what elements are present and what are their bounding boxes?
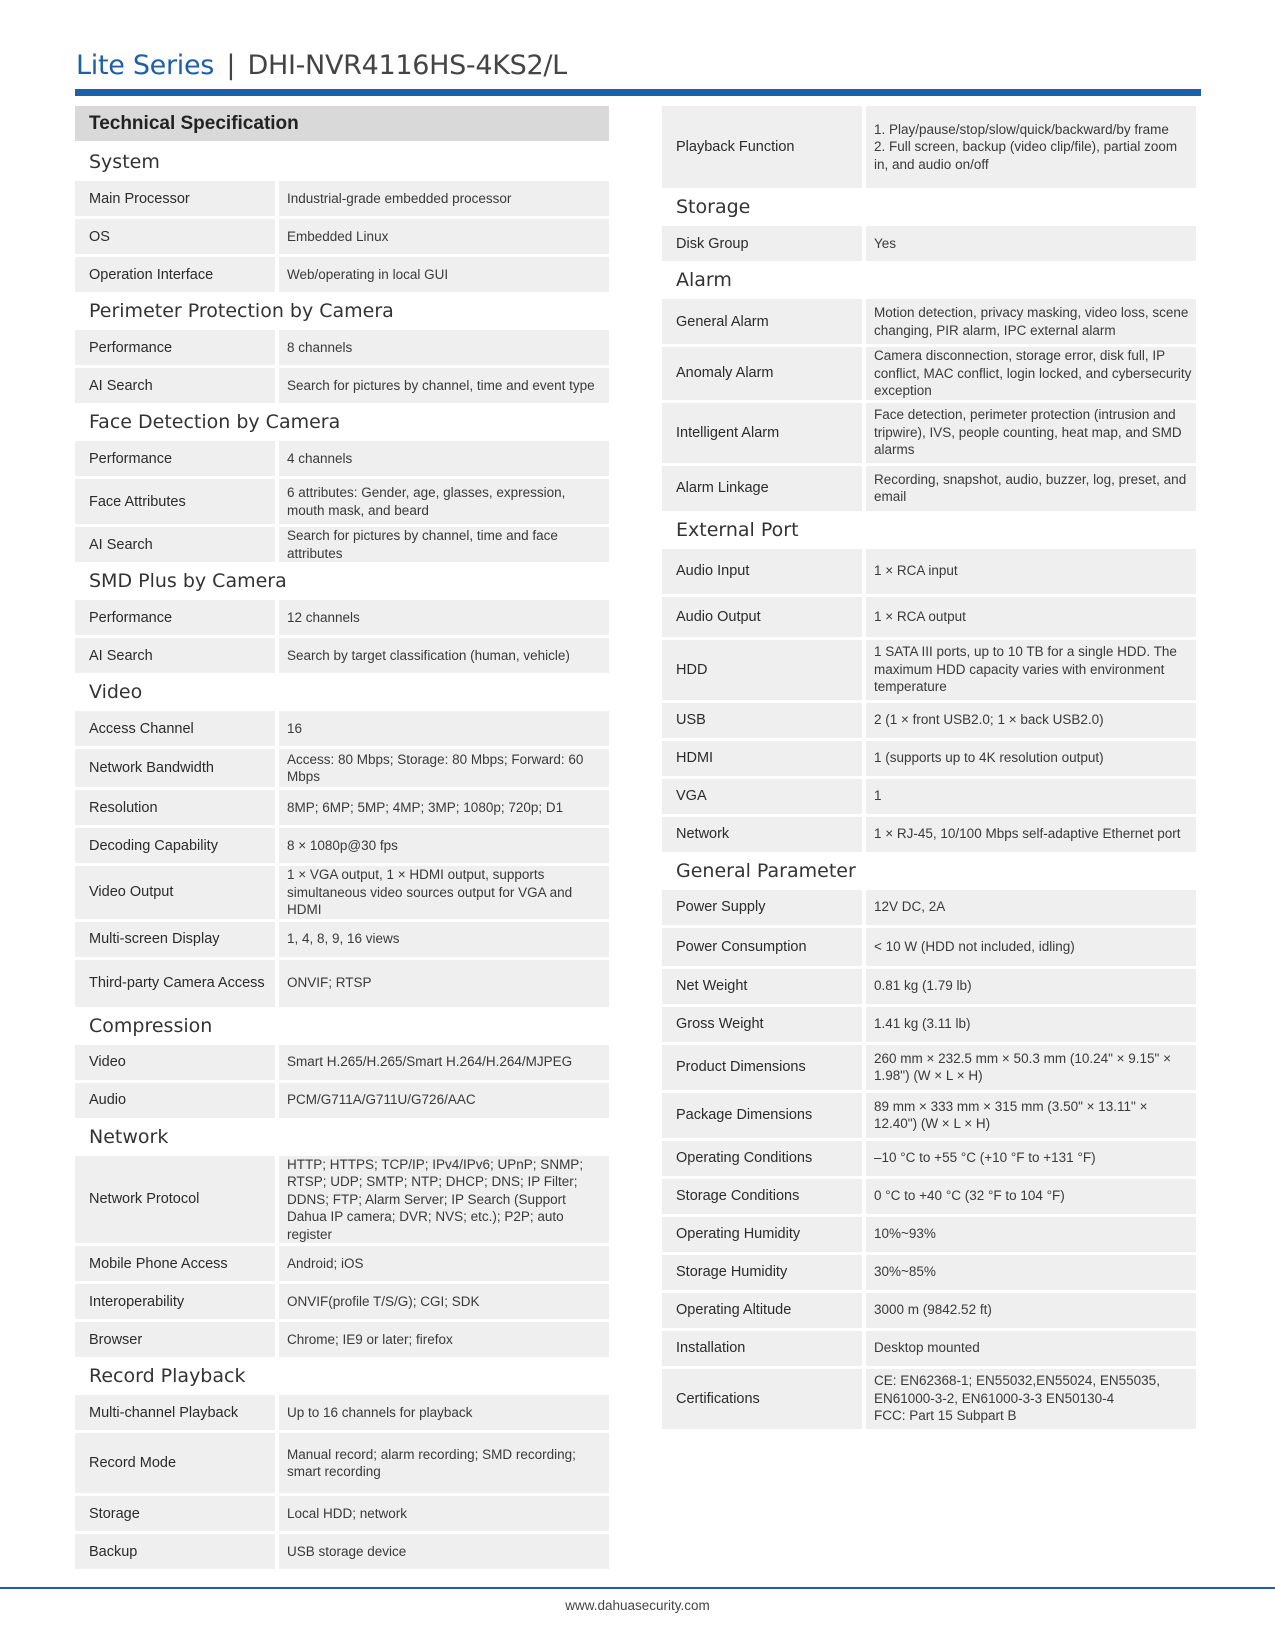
section-title-video: Video [89, 681, 143, 703]
spec-value: < 10 W (HDD not included, idling) [866, 928, 1196, 966]
spec-table [75, 178, 609, 295]
spec-value: 3000 m (9842.52 ft) [866, 1293, 1196, 1328]
spec-row [662, 106, 1196, 188]
spec-table [75, 597, 609, 676]
spec-label: Network [662, 817, 866, 852]
spec-label: USB [662, 703, 866, 738]
spec-value: Android; iOS [279, 1246, 609, 1281]
spec-row [662, 549, 1196, 594]
spec-value: 1 (supports up to 4K resolution output) [866, 741, 1196, 776]
spec-label: Performance [75, 600, 279, 635]
spec-label: Gross Weight [662, 1007, 866, 1042]
section-title-smd-plus-by-camera: SMD Plus by Camera [89, 570, 287, 592]
spec-value: Yes [866, 226, 1196, 261]
spec-value: 0.81 kg (1.79 lb) [866, 969, 1196, 1004]
spec-value: 1. Play/pause/stop/slow/quick/backward/by frame 2. Full screen, backup (video clip/file), partial zoom in, and audio on/off [866, 106, 1196, 188]
spec-label: Intelligent Alarm [662, 403, 866, 463]
spec-row [75, 257, 609, 292]
spec-value: 16 [279, 711, 609, 746]
spec-label: Multi-channel Playback [75, 1395, 279, 1430]
model-number: DHI-NVR4116HS-4KS2/L [247, 50, 567, 81]
spec-label: Browser [75, 1322, 279, 1357]
spec-row [75, 1496, 609, 1531]
spec-row [75, 828, 609, 863]
spec-label: Operating Altitude [662, 1293, 866, 1328]
spec-table [75, 1153, 609, 1361]
footer-url: www.dahuasecurity.com [565, 1598, 710, 1613]
spec-value: 8 channels [279, 330, 609, 365]
spec-label: Installation [662, 1331, 866, 1366]
spec-table [75, 438, 609, 565]
spec-row [662, 703, 1196, 738]
spec-value: Chrome; IE9 or later; firefox [279, 1322, 609, 1357]
spec-row [75, 1433, 609, 1493]
spec-row [662, 928, 1196, 966]
section-title-perimeter-protection-by-camera: Perimeter Protection by Camera [89, 300, 394, 322]
spec-label: Power Consumption [662, 928, 866, 966]
spec-row [662, 1141, 1196, 1176]
spec-value: Access: 80 Mbps; Storage: 80 Mbps; Forward: 60 Mbps [279, 749, 609, 787]
spec-table [662, 887, 1196, 1432]
spec-row [662, 741, 1196, 776]
spec-label: AI Search [75, 368, 279, 403]
spec-row [662, 779, 1196, 814]
spec-row [75, 181, 609, 216]
spec-table [662, 296, 1196, 514]
left-spec-body [75, 143, 609, 1572]
spec-value: Face detection, perimeter protection (intrusion and tripwire), IVS, people counting, heat map, and SMD alarms [866, 403, 1196, 463]
title-separator: | [226, 50, 236, 81]
spec-value: ONVIF(profile T/S/G); CGI; SDK [279, 1284, 609, 1319]
spec-value: Recording, snapshot, audio, buzzer, log, preset, and email [866, 466, 1196, 511]
spec-label: Power Supply [662, 890, 866, 925]
spec-row [662, 226, 1196, 261]
spec-row [75, 1083, 609, 1118]
spec-row [662, 969, 1196, 1004]
spec-value: 2 (1 × front USB2.0; 1 × back USB2.0) [866, 703, 1196, 738]
spec-value: USB storage device [279, 1534, 609, 1569]
spec-label: Audio Input [662, 549, 866, 594]
spec-row [662, 817, 1196, 852]
spec-value: Up to 16 channels for playback [279, 1395, 609, 1430]
spec-value: HTTP; HTTPS; TCP/IP; IPv4/IPv6; UPnP; SNMP; RTSP; UDP; SMTP; NTP; DHCP; DNS; IP Filter; DDNS; FTP; Alarm Server; IP Search (Support Dahua IP camera; DVR; NVS; etc.); P2P; auto register [279, 1156, 609, 1244]
spec-label: Disk Group [662, 226, 866, 261]
spec-row [662, 403, 1196, 463]
spec-table [662, 546, 1196, 855]
spec-row [662, 466, 1196, 511]
spec-row [75, 1156, 609, 1244]
spec-value: ONVIF; RTSP [279, 960, 609, 1007]
spec-label: Playback Function [662, 106, 866, 188]
footer-rule [0, 1587, 1275, 1589]
spec-label: Record Mode [75, 1433, 279, 1493]
spec-value: Search for pictures by channel, time and event type [279, 368, 609, 403]
section-title-face-detection-by-camera: Face Detection by Camera [89, 411, 341, 433]
spec-table [662, 223, 1196, 264]
spec-row [662, 1007, 1196, 1042]
spec-row [75, 960, 609, 1007]
spec-row [75, 1246, 609, 1281]
spec-label: Storage [75, 1496, 279, 1531]
spec-label: Video Output [75, 866, 279, 919]
spec-table [75, 1042, 609, 1121]
spec-label: Face Attributes [75, 479, 279, 524]
spec-value: –10 °C to +55 °C (+10 °F to +131 °F) [866, 1141, 1196, 1176]
section-title-compression: Compression [89, 1014, 213, 1037]
spec-row [75, 368, 609, 403]
spec-table [662, 103, 1196, 191]
spec-table [75, 708, 609, 1010]
spec-row [662, 640, 1196, 700]
spec-value: Local HDD; network [279, 1496, 609, 1531]
spec-row [75, 1534, 609, 1569]
spec-row [75, 1322, 609, 1357]
spec-row [75, 1284, 609, 1319]
spec-value: Motion detection, privacy masking, video loss, scene changing, PIR alarm, IPC external alarm [866, 299, 1196, 344]
spec-label: Performance [75, 330, 279, 365]
right-column [662, 106, 1196, 1429]
spec-label: Audio Output [662, 597, 866, 637]
spec-value: 6 attributes: Gender, age, glasses, expression, mouth mask, and beard [279, 479, 609, 524]
spec-value: Search for pictures by channel, time and face attributes [279, 527, 609, 562]
header-rule [75, 89, 1201, 96]
spec-heading: Technical Specification [75, 106, 609, 141]
spec-label: Alarm Linkage [662, 466, 866, 511]
spec-row [662, 1369, 1196, 1429]
spec-value: Web/operating in local GUI [279, 257, 609, 292]
spec-row [662, 597, 1196, 637]
spec-value: 12 channels [279, 600, 609, 635]
spec-value: Embedded Linux [279, 219, 609, 254]
spec-label: Main Processor [75, 181, 279, 216]
spec-label: Resolution [75, 790, 279, 825]
spec-row [75, 711, 609, 746]
spec-value: 10%~93% [866, 1217, 1196, 1252]
spec-label: Access Channel [75, 711, 279, 746]
spec-value: 89 mm × 333 mm × 315 mm (3.50" × 13.11" × 12.40") (W × L × H) [866, 1093, 1196, 1138]
spec-value: Industrial-grade embedded processor [279, 181, 609, 216]
spec-label: Operating Humidity [662, 1217, 866, 1252]
section-title-record-playback: Record Playback [89, 1365, 246, 1387]
spec-row [662, 1179, 1196, 1214]
spec-label: HDMI [662, 741, 866, 776]
spec-value: Camera disconnection, storage error, disk full, IP conflict, MAC conflict, login locked, and cybersecurity exception [866, 347, 1196, 400]
spec-label: Product Dimensions [662, 1045, 866, 1090]
spec-label: Audio [75, 1083, 279, 1118]
spec-label: Network Protocol [75, 1156, 279, 1244]
spec-value: 260 mm × 232.5 mm × 50.3 mm (10.24" × 9.15" × 1.98") (W × L × H) [866, 1045, 1196, 1090]
spec-row [662, 1293, 1196, 1328]
spec-value: Search by target classification (human, vehicle) [279, 638, 609, 673]
spec-row [662, 890, 1196, 925]
spec-table [75, 1392, 609, 1572]
spec-row [75, 790, 609, 825]
spec-label: Interoperability [75, 1284, 279, 1319]
spec-value: 1 × VGA output, 1 × HDMI output, supports simultaneous video sources output for VGA and HDMI [279, 866, 609, 919]
spec-value: 1 × RJ-45, 10/100 Mbps self-adaptive Ethernet port [866, 817, 1196, 852]
spec-row [75, 1045, 609, 1080]
series-name: Lite Series [76, 50, 215, 81]
section-title-general-parameter: General Parameter [676, 859, 856, 882]
spec-row [75, 527, 609, 562]
spec-value: CE: EN62368-1; EN55032,EN55024, EN55035, EN61000-3-2, EN61000-3-3 EN50130-4 FCC: Part 15 Subpart B [866, 1369, 1196, 1429]
spec-value: 12V DC, 2A [866, 890, 1196, 925]
spec-row [75, 922, 609, 957]
spec-label: HDD [662, 640, 866, 700]
spec-label: Storage Conditions [662, 1179, 866, 1214]
right-spec-body [662, 103, 1196, 1432]
spec-label: Video [75, 1045, 279, 1080]
spec-value: 1 × RCA input [866, 549, 1196, 594]
spec-row [662, 1093, 1196, 1138]
spec-label: Anomaly Alarm [662, 347, 866, 400]
spec-row [75, 479, 609, 524]
section-title-external-port: External Port [676, 518, 799, 541]
spec-value: 1.41 kg (3.11 lb) [866, 1007, 1196, 1042]
spec-row [662, 299, 1196, 344]
spec-value: 1 × RCA output [866, 597, 1196, 637]
spec-value: PCM/G711A/G711U/G726/AAC [279, 1083, 609, 1118]
spec-row [662, 347, 1196, 400]
spec-label: AI Search [75, 527, 279, 562]
spec-label: Multi-screen Display [75, 922, 279, 957]
spec-row [75, 219, 609, 254]
spec-value: Desktop mounted [866, 1331, 1196, 1366]
spec-label: VGA [662, 779, 866, 814]
spec-value: Smart H.265/H.265/Smart H.264/H.264/MJPEG [279, 1045, 609, 1080]
spec-label: OS [75, 219, 279, 254]
spec-row [75, 866, 609, 919]
spec-value: Manual record; alarm recording; SMD recording; smart recording [279, 1433, 609, 1493]
spec-row [75, 1395, 609, 1430]
spec-label: Operating Conditions [662, 1141, 866, 1176]
spec-value: 4 channels [279, 441, 609, 476]
spec-label: Decoding Capability [75, 828, 279, 863]
spec-label: Third-party Camera Access [75, 960, 279, 1007]
spec-label: Net Weight [662, 969, 866, 1004]
spec-label: Performance [75, 441, 279, 476]
spec-label: General Alarm [662, 299, 866, 344]
spec-value: 1 SATA III ports, up to 10 TB for a single HDD. The maximum HDD capacity varies with environment temperature [866, 640, 1196, 700]
spec-value: 0 °C to +40 °C (32 °F to 104 °F) [866, 1179, 1196, 1214]
section-title-network: Network [89, 1125, 169, 1148]
section-title-system: System [89, 151, 160, 173]
spec-row [75, 600, 609, 635]
spec-row [75, 441, 609, 476]
section-title-storage: Storage [676, 196, 751, 218]
spec-label: Backup [75, 1534, 279, 1569]
spec-label: Storage Humidity [662, 1255, 866, 1290]
spec-row [662, 1045, 1196, 1090]
spec-label: AI Search [75, 638, 279, 673]
spec-row [662, 1255, 1196, 1290]
spec-label: Certifications [662, 1369, 866, 1429]
spec-value: 1, 4, 8, 9, 16 views [279, 922, 609, 957]
spec-row [662, 1217, 1196, 1252]
spec-label: Network Bandwidth [75, 749, 279, 787]
left-column [75, 106, 609, 1569]
section-title-alarm: Alarm [676, 269, 732, 291]
spec-label: Package Dimensions [662, 1093, 866, 1138]
spec-value: 30%~85% [866, 1255, 1196, 1290]
document-title [76, 48, 567, 84]
spec-value: 8MP; 6MP; 5MP; 4MP; 3MP; 1080p; 720p; D1 [279, 790, 609, 825]
spec-row [662, 1331, 1196, 1366]
spec-row [75, 638, 609, 673]
spec-table [75, 327, 609, 406]
spec-value: 8 × 1080p@30 fps [279, 828, 609, 863]
spec-label: Operation Interface [75, 257, 279, 292]
spec-row [75, 330, 609, 365]
spec-row [75, 749, 609, 787]
spec-label: Mobile Phone Access [75, 1246, 279, 1281]
spec-value: 1 [866, 779, 1196, 814]
